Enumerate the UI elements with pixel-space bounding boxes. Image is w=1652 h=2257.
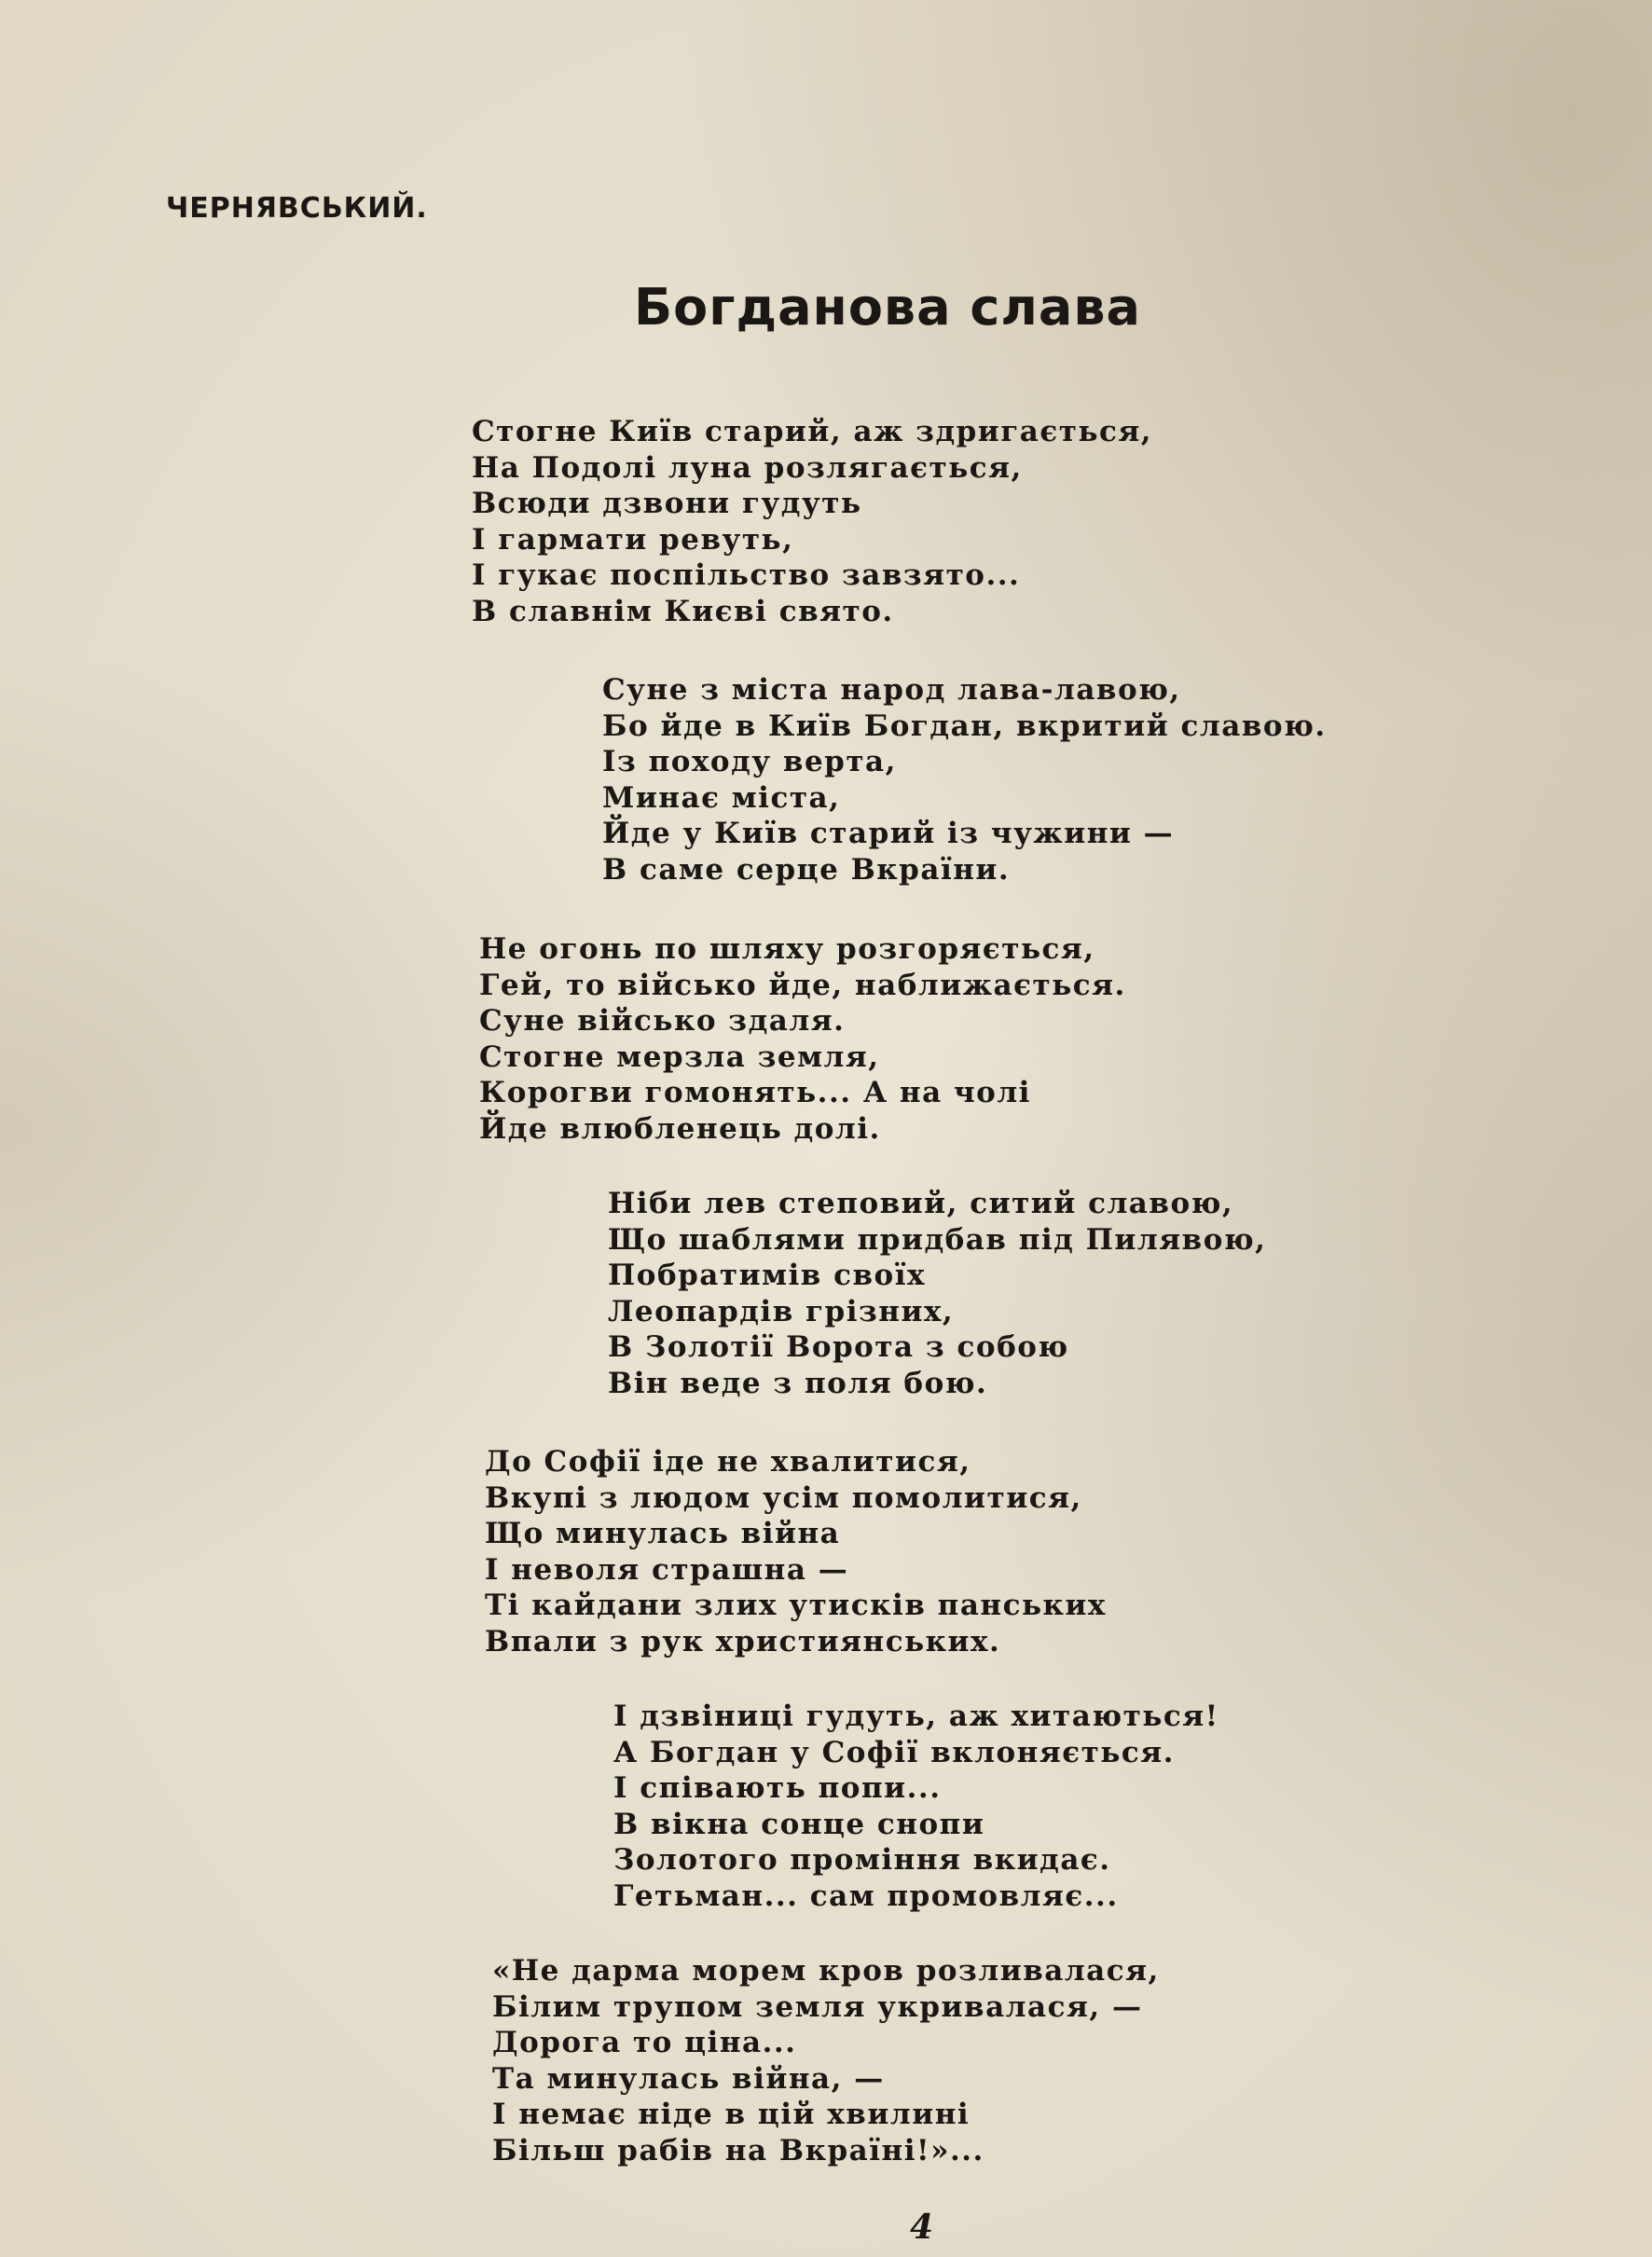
verse-line: І немає ніде в цій хвилині bbox=[492, 2098, 971, 2131]
verse-line: Побратимів своїх bbox=[608, 1259, 926, 1292]
stanza-6 bbox=[613, 1699, 1219, 1914]
verse-line: Золотого проміння вкидає. bbox=[613, 1843, 1111, 1877]
verse-line: І неволя страшна — bbox=[485, 1552, 849, 1587]
verse-line: Суне з міста народ лава-лавою, bbox=[602, 673, 1181, 707]
verse-line: Минає міста, bbox=[602, 780, 841, 815]
verse-line: Ті кайдани злих утисків панських bbox=[485, 1589, 1107, 1622]
verse-line: І гукає поспільство завзято... bbox=[472, 558, 1021, 592]
verse-line: Він веде з поля бою. bbox=[608, 1366, 988, 1400]
verse-line: Йде влюбленець долі. bbox=[479, 1111, 881, 1146]
verse-line: Більш рабів на Вкраїні!»... bbox=[492, 2133, 984, 2168]
stanza-7 bbox=[492, 1953, 1160, 2168]
verse-line: В вікна сонце снопи bbox=[613, 1807, 985, 1841]
verse-line: В саме серце Вкраїни. bbox=[602, 852, 1011, 887]
verse-line: «Не дарма морем кров розливалася, bbox=[492, 1954, 1160, 1988]
verse-line: Впали з рук християнських. bbox=[485, 1624, 1001, 1658]
verse-line: В славнім Києві свято. bbox=[472, 594, 894, 628]
verse-line: До Софії іде не хвалитися, bbox=[485, 1445, 971, 1479]
verse-line: Та минулась війна, — bbox=[492, 2061, 885, 2096]
verse-line: Суне військо здаля. bbox=[479, 1004, 846, 1038]
verse-line: Бо йде в Київ Богдан, вкритий славою. bbox=[602, 709, 1327, 743]
verse-line: Білим трупом земля укривалася, — bbox=[492, 1989, 1143, 2024]
stanza-2 bbox=[602, 672, 1327, 888]
verse-line: Гей, то військо йде, наближається. bbox=[479, 968, 1126, 1002]
poem-title: Богданова слава bbox=[634, 278, 1141, 337]
stanza-5 bbox=[485, 1444, 1107, 1659]
verse-line: І співають попи... bbox=[613, 1771, 942, 1805]
verse-line: Дорога то ціна... bbox=[492, 2026, 797, 2059]
verse-line: А Богдан у Софії вклоняється. bbox=[613, 1735, 1175, 1769]
verse-line: І гармати ревуть, bbox=[472, 522, 794, 557]
verse-line: Із походу верта, bbox=[602, 745, 897, 778]
verse-line: Не огонь по шляху розгоряється, bbox=[479, 932, 1095, 966]
stanza-1 bbox=[472, 414, 1152, 629]
page-number: 4 bbox=[910, 2208, 934, 2247]
verse-line: І дзвіниці гудуть, аж хитаються! bbox=[613, 1700, 1219, 1733]
stanza-4 bbox=[608, 1186, 1266, 1401]
verse-line: Стогне Київ старий, аж здригається, bbox=[472, 415, 1153, 448]
stanza-3 bbox=[479, 931, 1126, 1147]
verse-line: Гетьман... сам промовляє... bbox=[613, 1879, 1119, 1913]
verse-line: Ніби лев степовий, ситий славою, bbox=[608, 1187, 1234, 1220]
verse-line: Всюди дзвони гудуть bbox=[472, 487, 862, 520]
verse-line: Стогне мерзла земля, bbox=[479, 1039, 880, 1074]
verse-line: Що шаблями придбав під Пилявою, bbox=[608, 1222, 1267, 1257]
verse-line: Вкупі з людом усім помолитися, bbox=[485, 1480, 1082, 1515]
verse-line: В Золотії Ворота з собою bbox=[608, 1330, 1069, 1364]
verse-line: Що минулась війна bbox=[485, 1517, 841, 1550]
verse-line: На Подолі луна розлягається, bbox=[472, 450, 1023, 485]
verse-line: Йде у Київ старий із чужини — bbox=[602, 817, 1175, 850]
verse-line: Корогви гомонять... А на чолі bbox=[479, 1076, 1031, 1109]
verse-line: Леопардів грізних, bbox=[608, 1294, 955, 1328]
author-heading: ЧЕРНЯВСЬКИЙ. bbox=[166, 192, 428, 225]
